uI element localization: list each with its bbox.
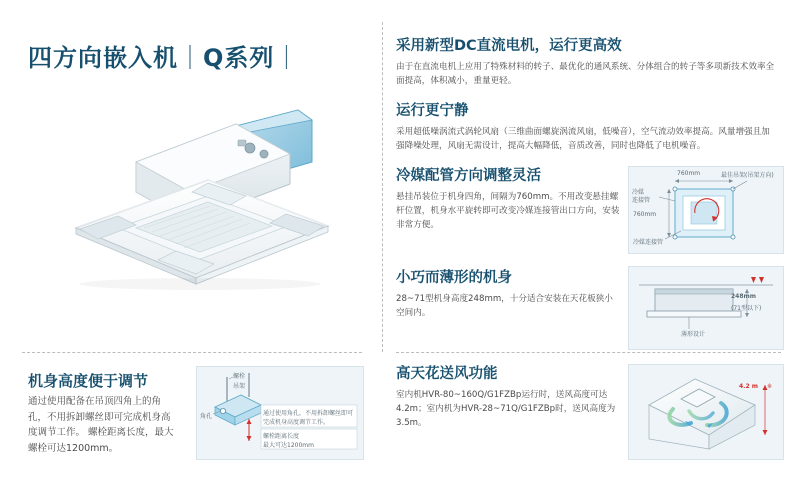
horizontal-divider-left [22, 352, 362, 353]
section-body: 由于在直流电机上应用了特殊材料的转子、最优化的通风系统、分体组合的转子等多项新技术效率全面提高，体积减小，重量更轻。 [396, 62, 775, 87]
llfig-label-6: 最大可达1200mm [263, 442, 314, 449]
title-separator-1: ｜ [178, 44, 203, 72]
product-illustration [40, 88, 360, 288]
vertical-divider [382, 22, 383, 352]
section-body: 采用超低噪涡流式涡轮风扇（三维曲面螺旋涡流风扇，低噪音），空气流动效率提高。风量增强且加强降噪处理，风扇无需设计，提高大幅降低，音质改善，同时也降低了电机噪音。 [396, 127, 770, 152]
section-body: 室内机HVR-80~160Q/G1FZBp运行时，送风高度可达4.2m；室内机为HVR-28~71Q/G1FZBp时，送风高度为3.5m。 [396, 390, 616, 429]
fig4-label-2: 薄形设计 [681, 331, 706, 338]
section-high-ceiling [396, 366, 621, 431]
section-quiet-operation [396, 103, 776, 154]
fig5-label-0: 4.2 m [739, 383, 758, 390]
section-height-adjustment-body: 通过使用配备在吊顶四角上的角孔，不用拆卸螺丝即可完成机身高度调节工作。 螺栓距离长度，最大螺栓可达1200mm。 [28, 396, 174, 455]
fig3-label-2: 冷媒 [632, 189, 645, 196]
llfig-label-0: 螺栓 [233, 373, 246, 380]
fig3-label-3: 连接管 [632, 197, 651, 204]
page-title-series: Q系列 [203, 44, 275, 72]
section-dc-motor [396, 38, 776, 89]
section-body: 悬挂吊装位于机身四角，间隔为760mm。不用改变悬挂螺杆位置，机身水平旋转即可改变冷媒连接管出口方向，安装非常方便。 [396, 192, 620, 231]
section-heading: 高天花送风功能 [396, 366, 498, 382]
page-title-main: 四方向嵌入机 [28, 44, 178, 72]
llfig-label-2: 角孔 [200, 413, 213, 420]
section-piping-direction [396, 168, 621, 233]
llfig-label-1: 吊架 [233, 383, 246, 390]
figure-height-adjustment [196, 366, 364, 460]
fig4-label-0: 248mm [731, 293, 757, 300]
llfig-label-5: 螺栓距离长度 [263, 433, 300, 440]
page-title [28, 38, 299, 73]
section-heading: 运行更宁静 [396, 103, 469, 119]
figure-slim-body [628, 266, 784, 350]
fig3-label-1: 最佳吊架(吊架方向) [721, 172, 774, 179]
section-heading: 小巧而薄形的机身 [396, 270, 512, 286]
airflow-svg [629, 365, 783, 459]
section-body: 28~71型机身高度248mm，十分适合安装在天花板狭小空间内。 [396, 294, 613, 319]
fig3-label-5: 冷媒连接管 [633, 239, 664, 246]
fig5-label-1: ※ [767, 383, 773, 390]
fig3-label-0: 760mm [677, 170, 701, 177]
llfig-label-3: 通过使用角孔，不用拆卸螺丝即可 [263, 410, 354, 417]
section-height-adjustment-heading: 机身高度便于调节 [28, 372, 149, 390]
fig3-label-4: 760mm [633, 211, 657, 218]
figure-high-ceiling-airflow [628, 364, 784, 460]
horizontal-divider-right [396, 352, 781, 353]
title-separator-2: ｜ [274, 44, 300, 72]
section-heading: 冷媒配管方向调整灵活 [396, 168, 541, 184]
section-slim-body [396, 270, 621, 321]
section-heading: 采用新型DC直流电机，运行更高效 [396, 38, 622, 54]
decoration-panel [76, 180, 328, 284]
figure-piping-direction [628, 166, 784, 254]
product-unit-svg [40, 88, 360, 288]
fig4-label-1: (71型以下) [731, 305, 762, 312]
llfig-label-4: 完成机身高度调节工作。 [263, 419, 330, 426]
